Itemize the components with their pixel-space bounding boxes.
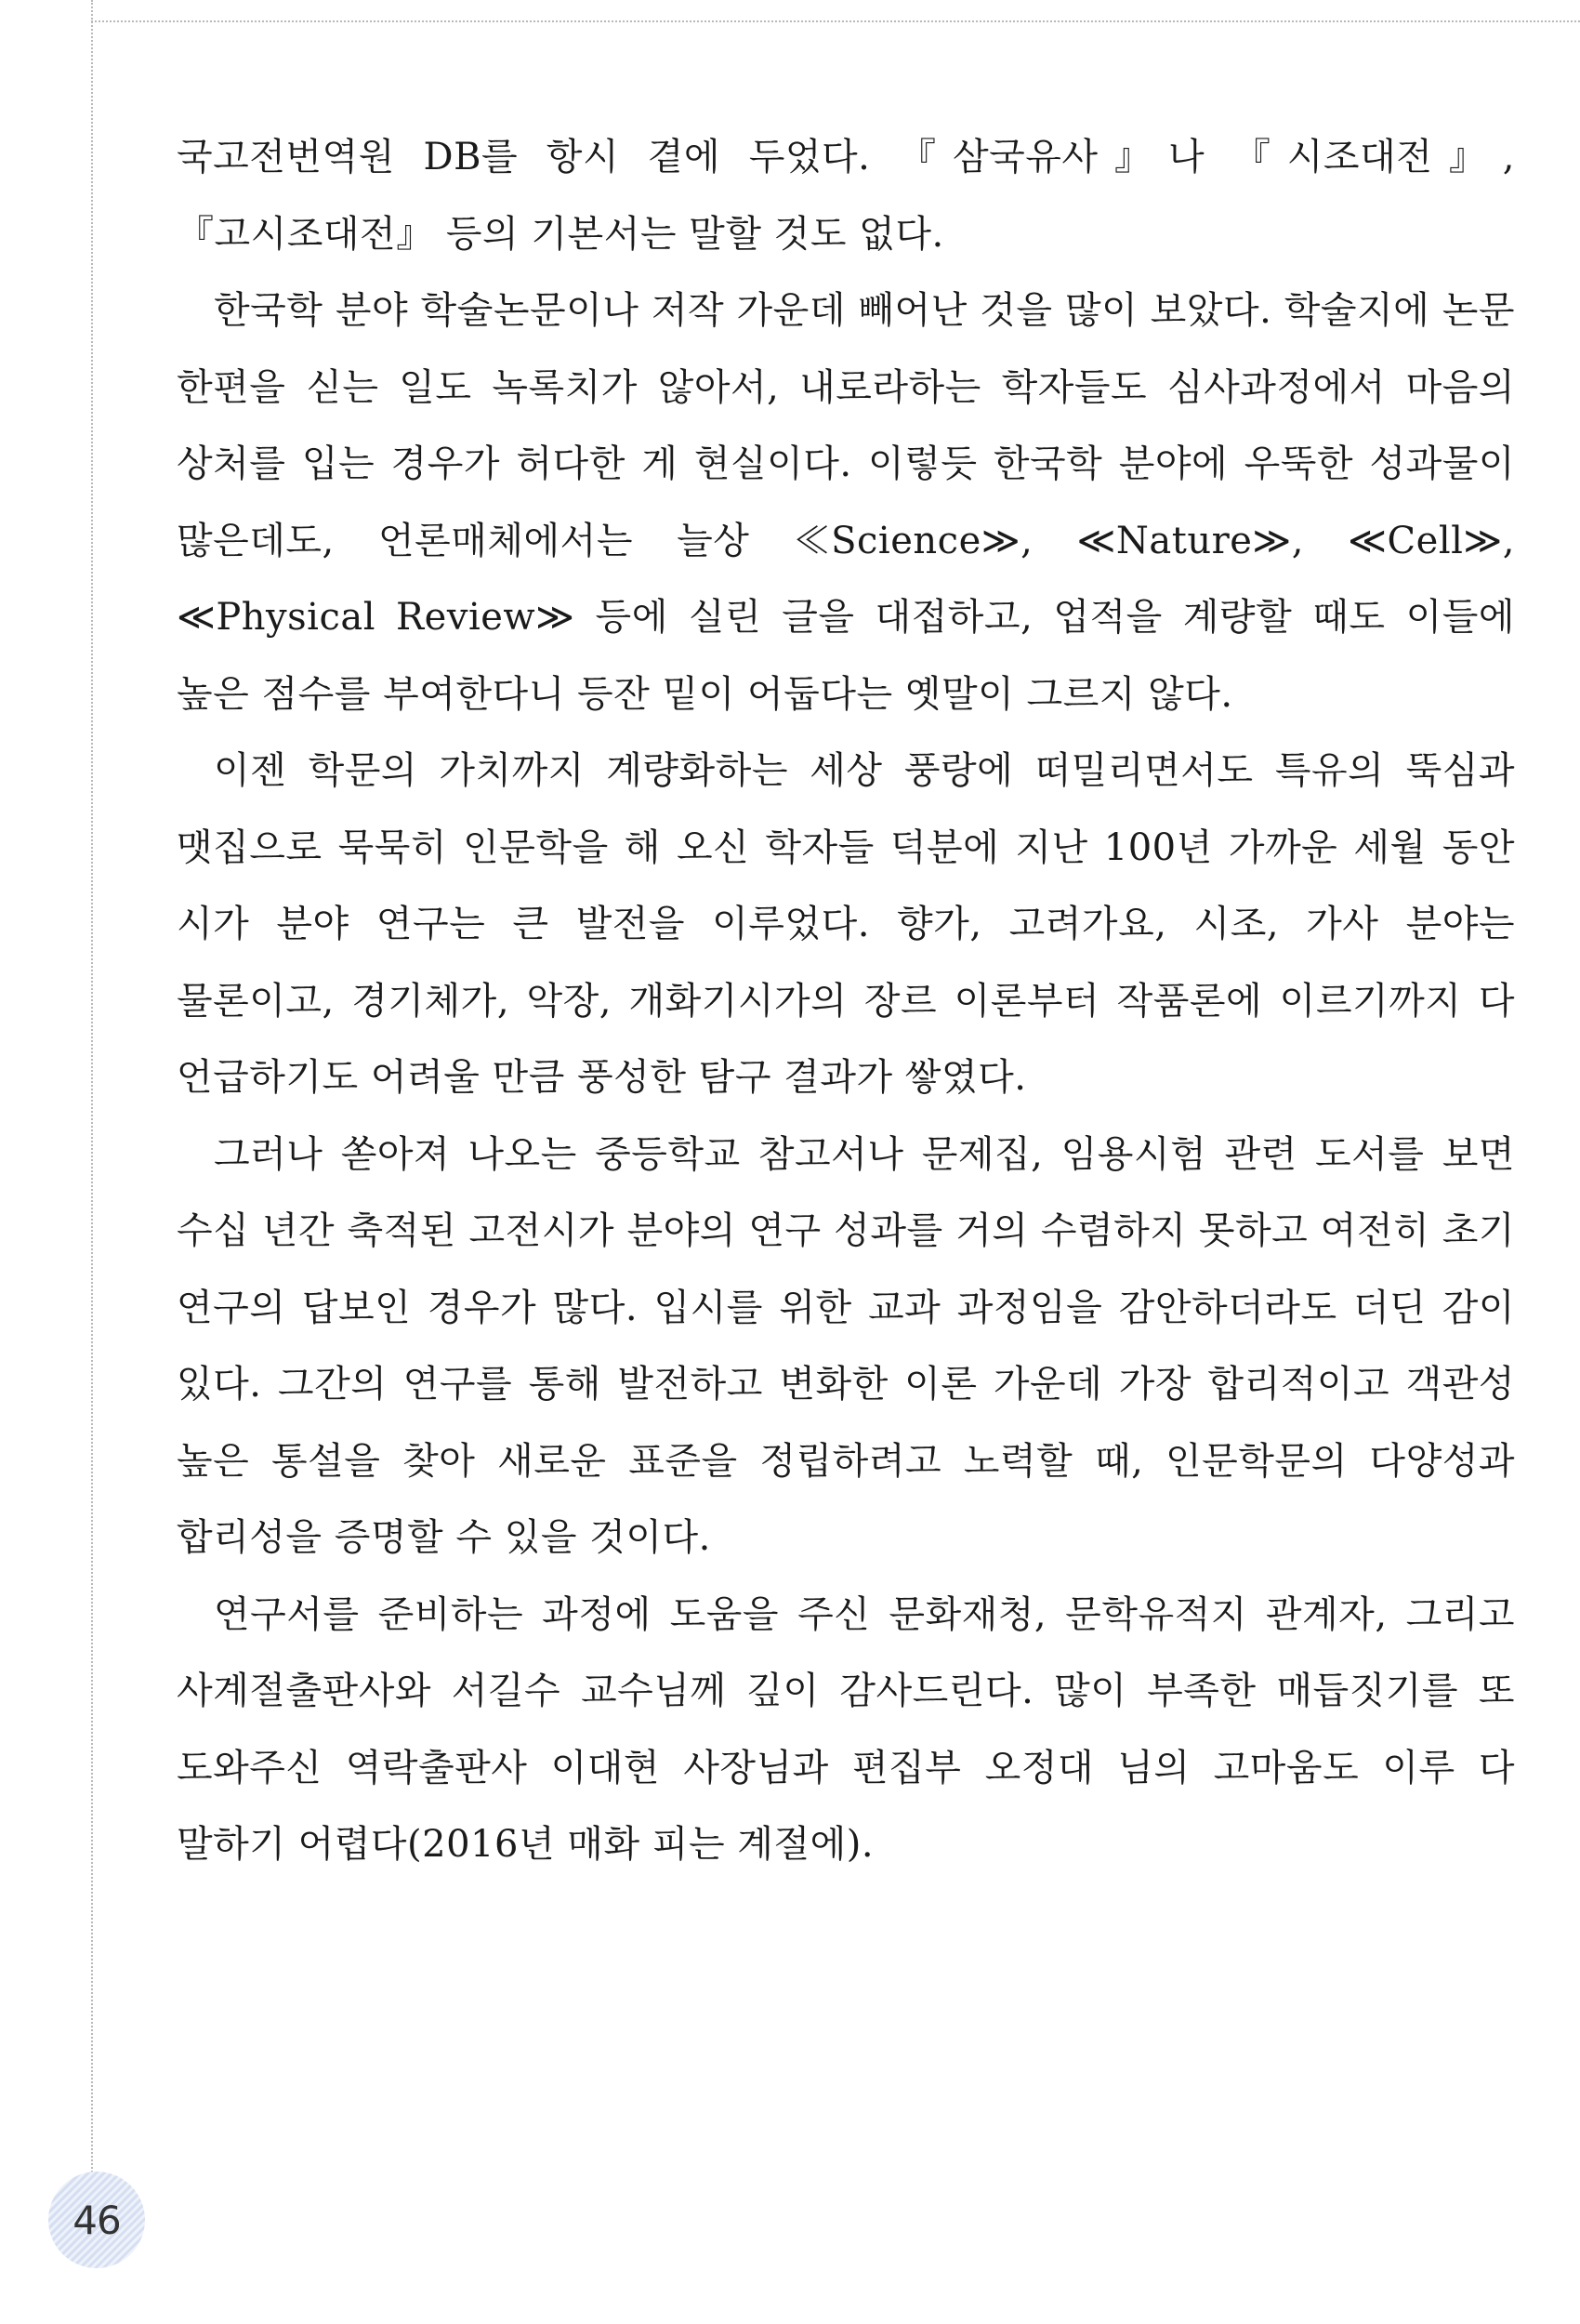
paragraph: 연구서를 준비하는 과정에 도움을 주신 문화재청, 문학유적지 관계자, 그리고 사계절출판사와 서길수 교수님께 깊이 감사드린다. 많이 부족한 매듭짓기를 또 도와주신 역락출판사 이대현 사장님과 편집부 오정대 님의 고마움도 이루 다 말하기 어렵다(2016년 매화 피는 계절에). [177, 1592, 1515, 1866]
paragraph: 이젠 학문의 가치까지 계량화하는 세상 풍랑에 떠밀리면서도 특유의 뚝심과 맷집으로 묵묵히 인문학을 해 오신 학자들 덕분에 지난 100년 가까운 세월 동안 시가 분야 연구는 큰 발전을 이루었다. 향가, 고려가요, 시조, 가사 분야는 물론이고, 경기체가, 악장, 개화기시가의 장르 이론부터 작품론에 이르기까지 다 언급하기도 어려울 만큼 풍성한 탐구 결과가 쌓였다. [177, 749, 1515, 1099]
body-text [177, 119, 1515, 1883]
left-dotted-rule [91, 0, 93, 2212]
paragraph: 그러나 쏟아져 나오는 중등학교 참고서나 문제집, 임용시험 관련 도서를 보면 수십 년간 축적된 고전시가 분야의 연구 성과를 거의 수렴하지 못하고 여전히 초기 연구의 답보인 경우가 많다. 입시를 위한 교과 과정임을 감안하더라도 더딘 감이 있다. 그간의 연구를 통해 발전하고 변화한 이론 가운데 가장 합리적이고 객관성 높은 통설을 찾아 새로운 표준을 정립하려고 노력할 때, 인문학문의 다양성과 합리성을 증명할 수 있을 것이다. [177, 1132, 1515, 1559]
top-dotted-rule [91, 20, 1580, 22]
page-number-badge [48, 2172, 145, 2268]
paragraph-continued: 국고전번역원 DB를 항시 곁에 두었다. 『삼국유사』나 『시조대전』, 『고시조대전』 등의 기본서는 말할 것도 없다. [177, 136, 1515, 256]
paragraph: 한국학 분야 학술논문이나 저작 가운데 빼어난 것을 많이 보았다. 학술지에 논문 한편을 싣는 일도 녹록치가 않아서, 내로라하는 학자들도 심사과정에서 마음의 상처를 입는 경우가 허다한 게 현실이다. 이렇듯 한국학 분야에 우뚝한 성과물이 많은데도, 언론매체에서는 늘상 ≪Science≫, ≪Nature≫, ≪Cell≫, ≪Physical Review≫ 등에 실린 글을 대접하고, 업적을 계량할 때도 이들에 높은 점수를 부여한다니 등잔 밑이 어둡다는 옛말이 그르지 않다. [177, 289, 1515, 716]
page-number: 46 [72, 2197, 121, 2243]
